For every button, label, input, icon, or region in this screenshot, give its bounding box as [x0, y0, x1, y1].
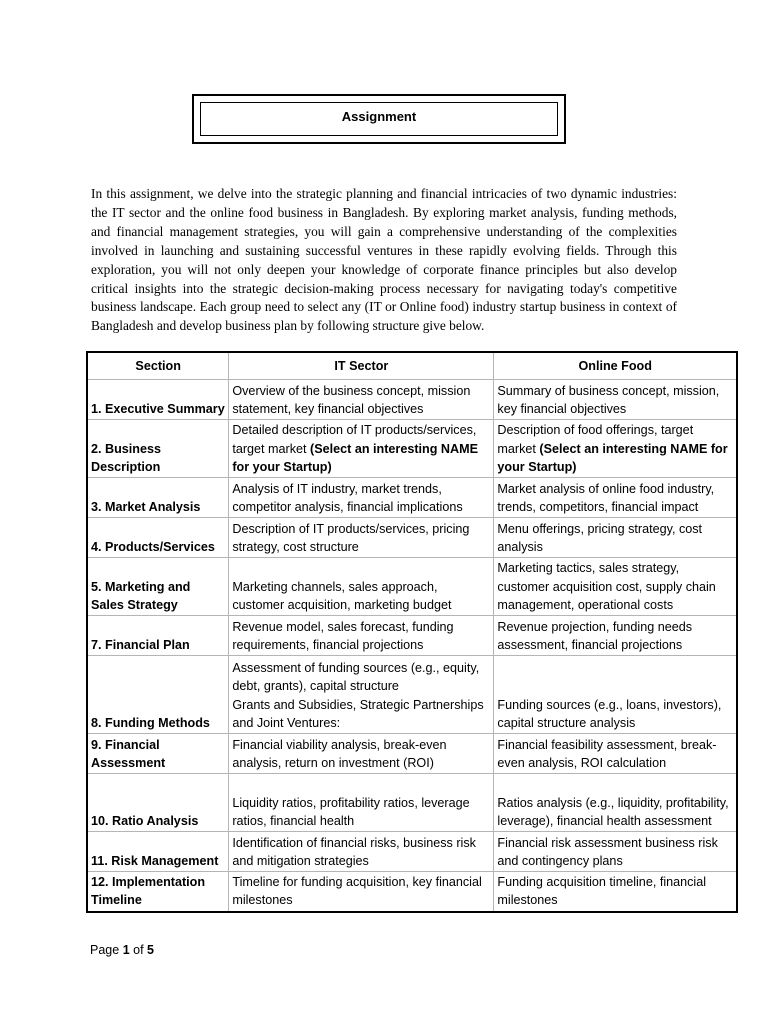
row-it: Financial viability analysis, break-even analysis, return on investment (ROI)	[229, 734, 494, 774]
table-row	[87, 478, 737, 518]
row-food: Financial feasibility assessment, break-even analysis, ROI calculation	[494, 734, 737, 774]
row-section: 3. Market Analysis	[87, 478, 229, 518]
row-it: Timeline for funding acquisition, key financial milestones	[229, 872, 494, 912]
row-food-highlight: (Select an interesting NAME for your Startup)	[497, 441, 728, 474]
row-it: Identification of financial risks, business risk and mitigation strategies	[229, 832, 494, 872]
row-food: Summary of business concept, mission, key financial objectives	[494, 380, 737, 420]
page-footer	[90, 943, 154, 957]
row-food: Funding sources (e.g., loans, investors), capital structure analysis	[494, 656, 737, 734]
row-section: 4. Products/Services	[87, 518, 229, 558]
header-it-sector: IT Sector	[229, 352, 494, 380]
row-section: 1. Executive Summary	[87, 380, 229, 420]
document-title: Assignment	[341, 108, 417, 124]
intro-paragraph: In this assignment, we delve into the strategic planning and financial intricacies of two dynamic industries: the IT sector and the online food business in Bangladesh. By exploring market analysis, funding methods, and financial management strategies, you will gain a comprehensive understanding of the complexities involved in launching and sustaining successful ventures in these rapidly evolving fields. Through this exploration, you will not only deepen your knowledge of corporate finance principles but also develop critical insights into the strategic decision-making process necessary for navigating today's competitive business landscape. Each group need to select any (IT or Online food) industry startup business in context of Bangladesh and develop business plan by following structure give below.	[91, 186, 677, 334]
row-it-text: Assessment of funding sources (e.g., equity, debt, grants), capital structure	[232, 661, 480, 694]
row-food: Market analysis of online food industry, trends, competitors, financial impact	[494, 478, 737, 518]
row-food-text: Description of food offerings, target market	[497, 423, 694, 456]
table-row	[87, 518, 737, 558]
row-it-highlight: (Select an interesting NAME for your Startup)	[232, 441, 478, 474]
title-box	[192, 94, 566, 144]
table-row	[87, 656, 737, 734]
row-section: 7. Financial Plan	[87, 616, 229, 656]
row-it-extra: Grants and Subsidies, Strategic Partnerships and Joint Ventures:	[232, 697, 484, 730]
row-it: Analysis of IT industry, market trends, competitor analysis, financial implications	[229, 478, 494, 518]
row-it: Overview of the business concept, mission statement, key financial objectives	[229, 380, 494, 420]
table-row	[87, 832, 737, 872]
row-food: Marketing tactics, sales strategy, customer acquisition cost, supply chain management, operational costs	[494, 558, 737, 616]
row-section: 2. Business Description	[87, 420, 229, 478]
row-food: Ratios analysis (e.g., liquidity, profitability, leverage), financial health assessment	[494, 774, 737, 832]
row-it-text: Detailed description of IT products/services, target market	[232, 423, 477, 456]
row-it: Revenue model, sales forecast, funding requirements, financial projections	[229, 616, 494, 656]
header-section: Section	[87, 352, 229, 380]
row-it: Description of IT products/services, pricing strategy, cost structure	[229, 518, 494, 558]
row-it: Marketing channels, sales approach, customer acquisition, marketing budget	[229, 558, 494, 616]
row-section: 5. Marketing and Sales Strategy	[87, 558, 229, 616]
row-section: 11. Risk Management	[87, 832, 229, 872]
row-it	[229, 656, 494, 734]
row-food: Revenue projection, funding needs assessment, financial projections	[494, 616, 737, 656]
table-row	[87, 616, 737, 656]
row-it: Liquidity ratios, profitability ratios, leverage ratios, financial health	[229, 774, 494, 832]
row-section: 9. Financial Assessment	[87, 734, 229, 774]
row-food: Financial risk assessment business risk and contingency plans	[494, 832, 737, 872]
table-header-row	[87, 352, 737, 380]
page-label: Page	[90, 943, 120, 957]
table-row	[87, 420, 737, 478]
row-food	[494, 420, 737, 478]
row-it	[229, 420, 494, 478]
table-row	[87, 872, 737, 912]
row-food: Menu offerings, pricing strategy, cost analysis	[494, 518, 737, 558]
row-food: Funding acquisition timeline, financial milestones	[494, 872, 737, 912]
table-row	[87, 380, 737, 420]
business-plan-table	[86, 351, 738, 913]
row-section: 12. Implementation Timeline	[87, 872, 229, 912]
table-row	[87, 558, 737, 616]
table-row	[87, 734, 737, 774]
title-inner-border	[200, 102, 558, 136]
row-section: 10. Ratio Analysis	[87, 774, 229, 832]
total-pages: 5	[147, 943, 154, 957]
table-row	[87, 774, 737, 832]
row-section: 8. Funding Methods	[87, 656, 229, 734]
current-page: 1	[122, 943, 130, 957]
header-online-food: Online Food	[494, 352, 737, 380]
of-label: of	[133, 943, 144, 957]
